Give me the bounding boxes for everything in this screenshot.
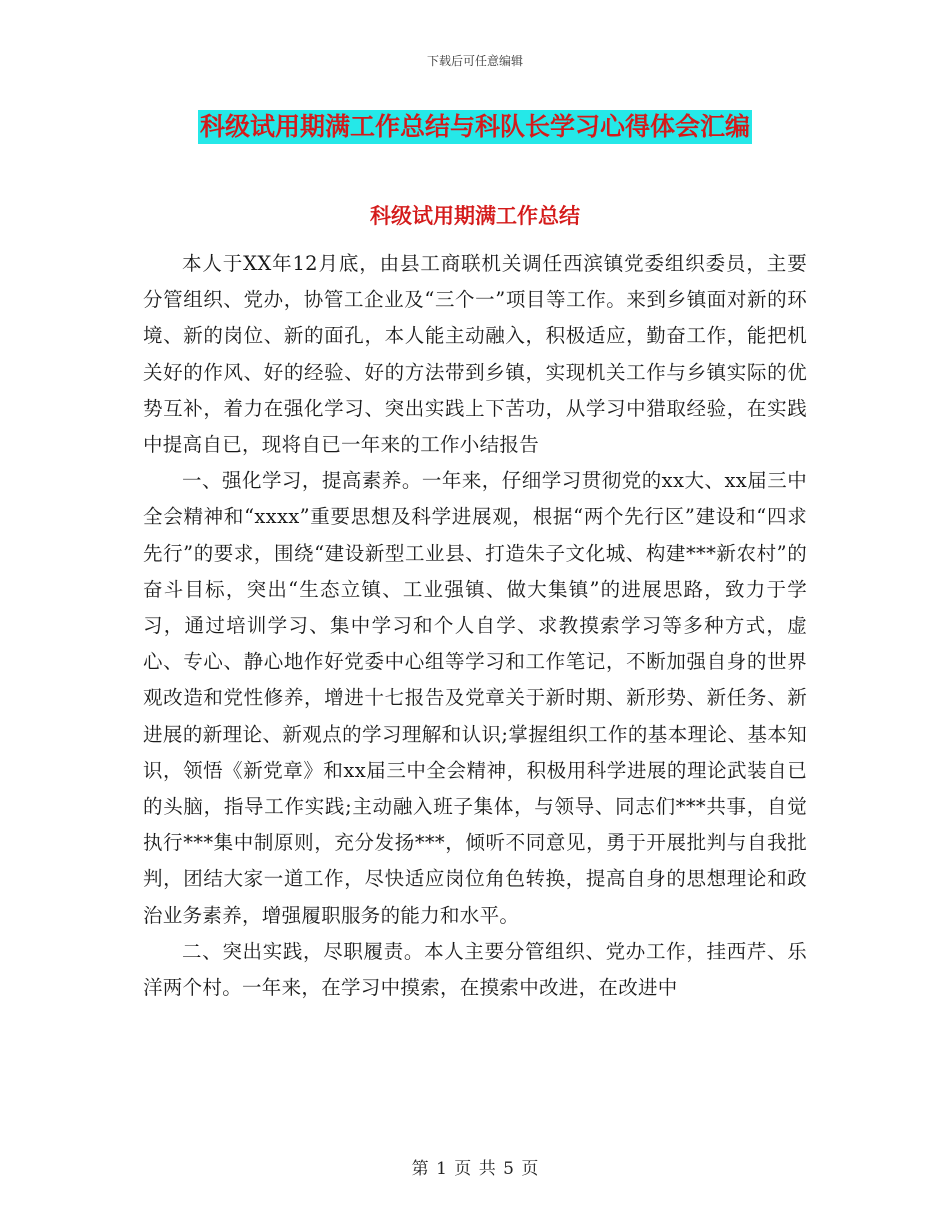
document-body — [143, 246, 807, 1006]
main-title: 科级试用期满工作总结与科队长学习心得体会汇编 — [198, 110, 752, 144]
header-note: 下载后可任意编辑 — [426, 54, 523, 68]
paragraph-practice: 二、突出实践，尽职履责。本人主要分管组织、党办工作，挂西芹、乐洋两个村。一年来，在学习中摸索，在摸索中改进，在改进中 — [143, 939, 807, 1000]
paragraph-study: 一、强化学习，提高素养。一年来，仔细学习贯彻党的xx大、xx届三中全会精神和“xxxx”重要思想及科学进展观，根据“两个先行区”建设和“四求先行”的要求，围绕“建设新型工业县、打造朱子文化城、构建***新农村”的奋斗目标，突出“生态立镇、工业强镇、做大集镇”的进展思路，致力于学习，通过培训学习、集中学习和个人自学、求教摸索学习等多种方式，虚心、专心、静心地作好党委中心组等学习和工作笔记，不断加强自身的世界观改造和党性修养，增进十七报告及党章关于新时期、新形势、新任务、新进展的新理论、新观点的学习理解和认识;掌握组织工作的基本理论、基本知识，领悟《新党章》和xx届三中全会精神，积极用科学进展的理论武装自已的头脑，指导工作实践;主动融入班子集体，与领导、同志们***共事，自觉执行***集中制原则，充分发扬***，倾听不同意见，勇于开展批判与自我批判，团结大家一道工作，尽快适应岗位角色转换，提高自身的思想理论和政治业务素养，增强履职服务的能力和水平。 — [143, 469, 807, 927]
page-footer: 第 1 页 共 5 页 — [411, 1159, 539, 1179]
paragraph-intro: 本人于XX年12月底，由县工商联机关调任西滨镇党委组织委员，主要分管组织、党办，协管工企业及“三个一”项目等工作。来到乡镇面对新的环境、新的岗位、新的面孔，本人能主动融入，积极适应，勤奋工作，能把机关好的作风、好的经验、好的方法带到乡镇，实现机关工作与乡镇实际的优势互补，着力在强化学习、突出实践上下苦功，从学习中猎取经验，在实践中提高自已，现将自已一年来的工作小结报告 — [143, 252, 807, 457]
section-title: 科级试用期满工作总结 — [370, 203, 580, 228]
main-title-container — [0, 110, 950, 144]
